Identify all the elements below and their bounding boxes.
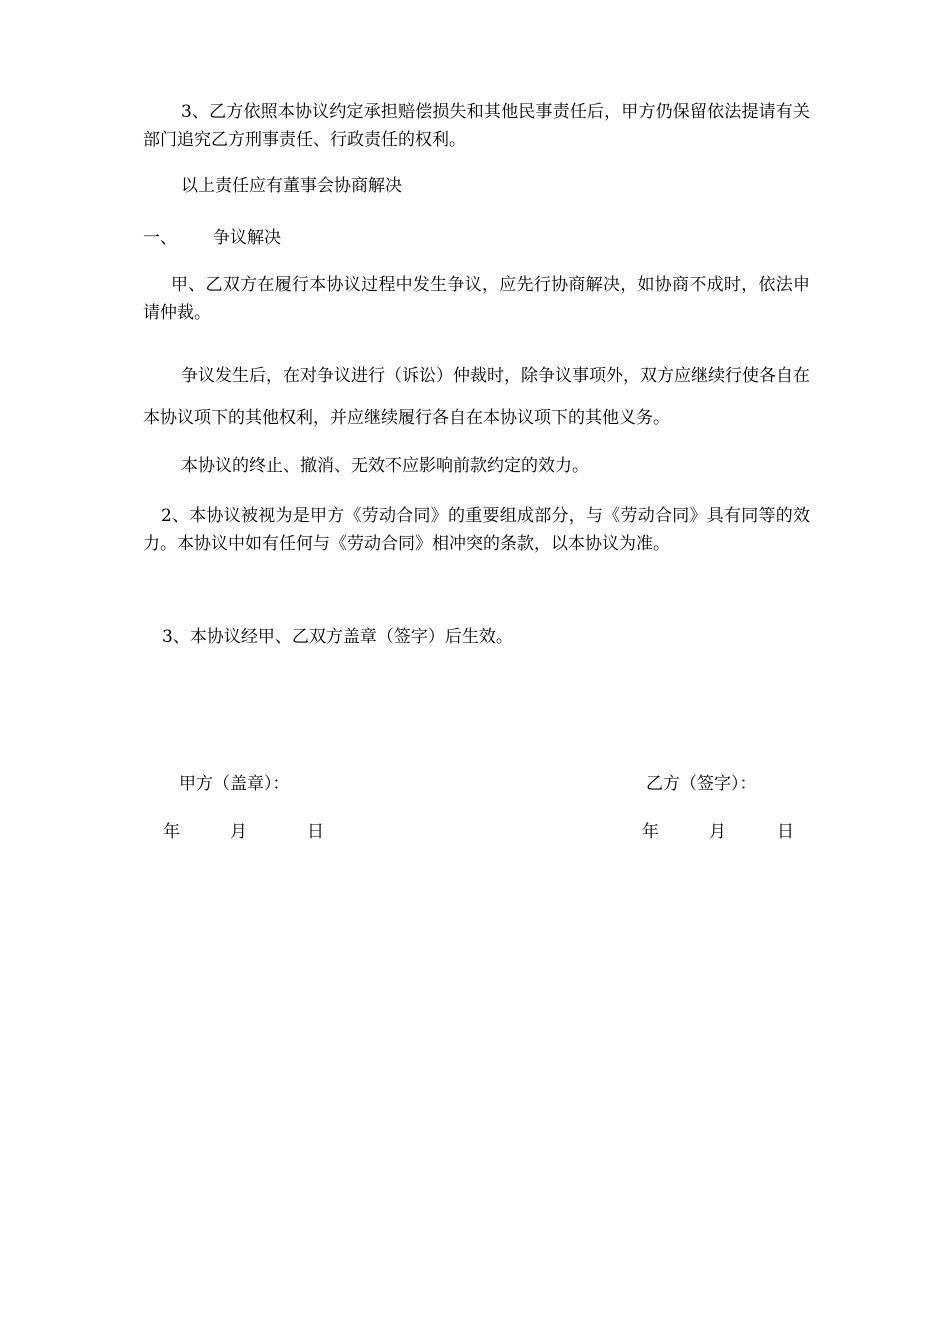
party-b-date-day: 日 (777, 822, 794, 842)
clause-2-labor-contract: 2、本协议被视为是甲方《劳动合同》的重要组成部分，与《劳动合同》具有同等的效力。本协议中如有任何与《劳动合同》相冲突的条款，以本协议为准。 (143, 506, 810, 554)
termination-effect-paragraph: 本协议的终止、撤消、无效不应影响前款约定的效力。 (181, 456, 589, 476)
party-b-date-year: 年 (642, 822, 659, 842)
dispute-negotiation-paragraph: 甲、乙双方在履行本协议过程中发生争议，应先行协商解决，如协商不成时，依法申请仲裁。 (143, 275, 810, 323)
party-a-date-month: 月 (230, 822, 247, 842)
party-b-signature-label: 乙方（签字）： (646, 774, 757, 794)
section-title: 争议解决 (213, 228, 281, 248)
board-resolution-note: 以上责任应有董事会协商解决 (181, 176, 402, 196)
section-number: 一、 (143, 228, 177, 248)
party-b-date-month: 月 (709, 822, 726, 842)
section-heading-dispute (143, 224, 543, 252)
dispute-obligations-paragraph: 争议发生后，在对争议进行（诉讼）仲裁时，除争议事项外，双方应继续行使各自在本协议项下的其他权利，并应继续履行各自在本协议项下的其他义务。 (143, 366, 810, 428)
clause-3-effective: 3、本协议经甲、乙双方盖章（签字）后生效。 (162, 627, 513, 647)
clause-3-liability: 3、乙方依照本协议约定承担赔偿损失和其他民事责任后，甲方仍保留依法提请有关部门追究乙方刑事责任、行政责任的权利。 (143, 102, 810, 150)
party-a-date-day: 日 (307, 822, 324, 842)
party-a-date-year: 年 (163, 822, 180, 842)
party-a-seal-label: 甲方（盖章）： (179, 774, 290, 794)
